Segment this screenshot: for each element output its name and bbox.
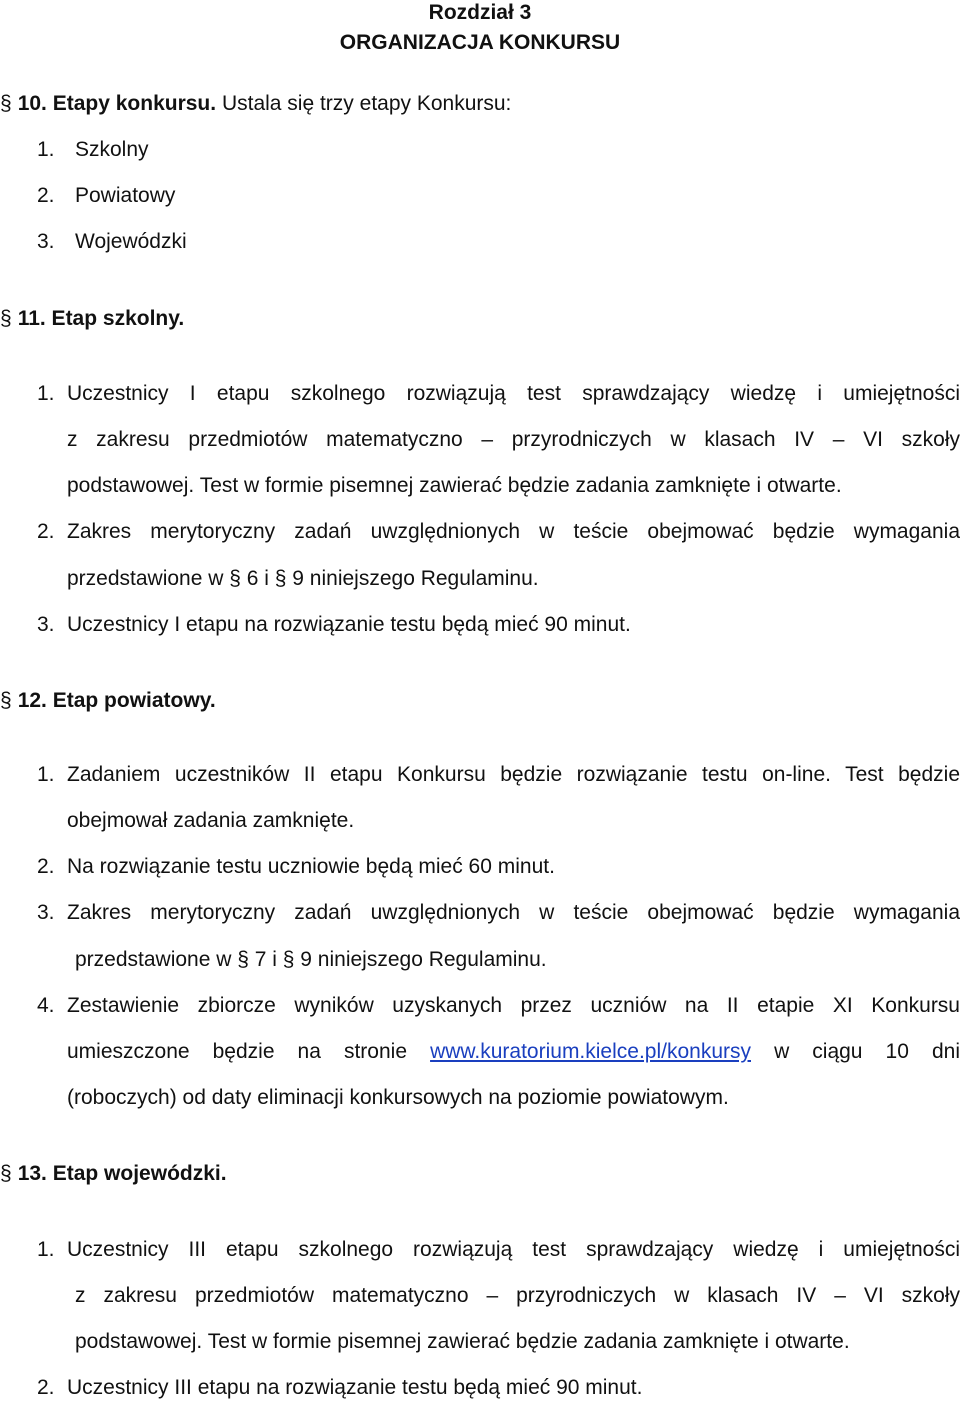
paragraph-number: 3. xyxy=(37,901,55,924)
section-13-heading xyxy=(0,1161,227,1187)
paragraph-line: przedstawione w § 6 i § 9 niniejszego Regulaminu. xyxy=(67,567,539,590)
paragraph-line: przedstawione w § 7 i § 9 niniejszego Regulaminu. xyxy=(75,948,547,971)
paragraph-text: umieszczone będzie na stronie xyxy=(67,1040,407,1063)
list-item-number: 2. xyxy=(37,184,55,207)
paragraph-text: w ciągu 10 dni xyxy=(774,1040,960,1063)
section-10-title: 10. Etapy konkursu. xyxy=(17,92,217,115)
paragraph-line: Zadaniem uczestników II etapu Konkursu będzie rozwiązanie testu on-line. Test będzie xyxy=(67,763,960,786)
paragraph-line: Uczestnicy I etapu szkolnego rozwiązują test sprawdzający wiedzę i umiejętności xyxy=(67,382,960,405)
section-11-title: 11. Etap szkolny. xyxy=(17,307,185,330)
list-item: Szkolny xyxy=(75,138,149,161)
paragraph-symbol-icon: § xyxy=(0,1162,12,1185)
section-12-heading xyxy=(0,688,216,714)
paragraph-number: 2. xyxy=(37,1376,55,1399)
paragraph-symbol-icon: § xyxy=(0,689,12,712)
paragraph-line: Zakres merytoryczny zadań uwzględnionych w teście obejmować będzie wymagania xyxy=(67,520,960,543)
paragraph-number: 2. xyxy=(37,855,55,878)
paragraph-symbol-icon: § xyxy=(0,92,12,115)
section-10-heading xyxy=(0,91,511,117)
paragraph-line: Zakres merytoryczny zadań uwzględnionych w teście obejmować będzie wymagania xyxy=(67,901,960,924)
section-11-heading xyxy=(0,306,184,332)
list-item-number: 3. xyxy=(37,230,55,253)
paragraph-line: z zakresu przedmiotów matematyczno – przyrodniczych w klasach IV – VI szkoły xyxy=(67,428,960,451)
list-item-number: 1. xyxy=(37,138,55,161)
paragraph-line: Zestawienie zbiorcze wyników uzyskanych przez uczniów na II etapie XI Konkursu xyxy=(67,994,960,1017)
paragraph-line: Uczestnicy III etapu szkolnego rozwiązują test sprawdzający wiedzę i umiejętności xyxy=(67,1238,960,1261)
paragraph-number: 3. xyxy=(37,613,55,636)
paragraph-line: z zakresu przedmiotów matematyczno – przyrodniczych w klasach IV – VI szkoły xyxy=(75,1284,960,1307)
paragraph-line: podstawowej. Test w formie pisemnej zawierać będzie zadania zamknięte i otwarte. xyxy=(75,1330,850,1353)
paragraph-line: podstawowej. Test w formie pisemnej zawierać będzie zadania zamknięte i otwarte. xyxy=(67,474,842,497)
paragraph-line: obejmował zadania zamknięte. xyxy=(67,809,355,832)
section-10-intro: Ustala się trzy etapy Konkursu: xyxy=(221,92,512,115)
section-13-title: 13. Etap wojewódzki. xyxy=(17,1162,227,1185)
list-item: Wojewódzki xyxy=(75,230,187,253)
kuratorium-link[interactable]: www.kuratorium.kielce.pl/konkursy xyxy=(430,1040,751,1063)
paragraph-line: Uczestnicy III etapu na rozwiązanie testu będą mieć 90 minut. xyxy=(67,1376,643,1399)
paragraph-line: Na rozwiązanie testu uczniowie będą mieć 60 minut. xyxy=(67,855,555,878)
paragraph-symbol-icon: § xyxy=(0,307,12,330)
paragraph-line xyxy=(67,1039,960,1065)
paragraph-line: Uczestnicy I etapu na rozwiązanie testu będą mieć 90 minut. xyxy=(67,613,631,636)
chapter-label: Rozdział 3 xyxy=(428,1,532,24)
paragraph-number: 1. xyxy=(37,382,55,405)
paragraph-line: (roboczych) od daty eliminacji konkursowych na poziomie powiatowym. xyxy=(67,1086,729,1109)
section-12-title: 12. Etap powiatowy. xyxy=(17,689,216,712)
paragraph-number: 1. xyxy=(37,763,55,786)
paragraph-number: 2. xyxy=(37,520,55,543)
paragraph-number: 4. xyxy=(37,994,55,1017)
paragraph-number: 1. xyxy=(37,1238,55,1261)
list-item: Powiatowy xyxy=(75,184,176,207)
page-title: ORGANIZACJA KONKURSU xyxy=(339,31,621,54)
